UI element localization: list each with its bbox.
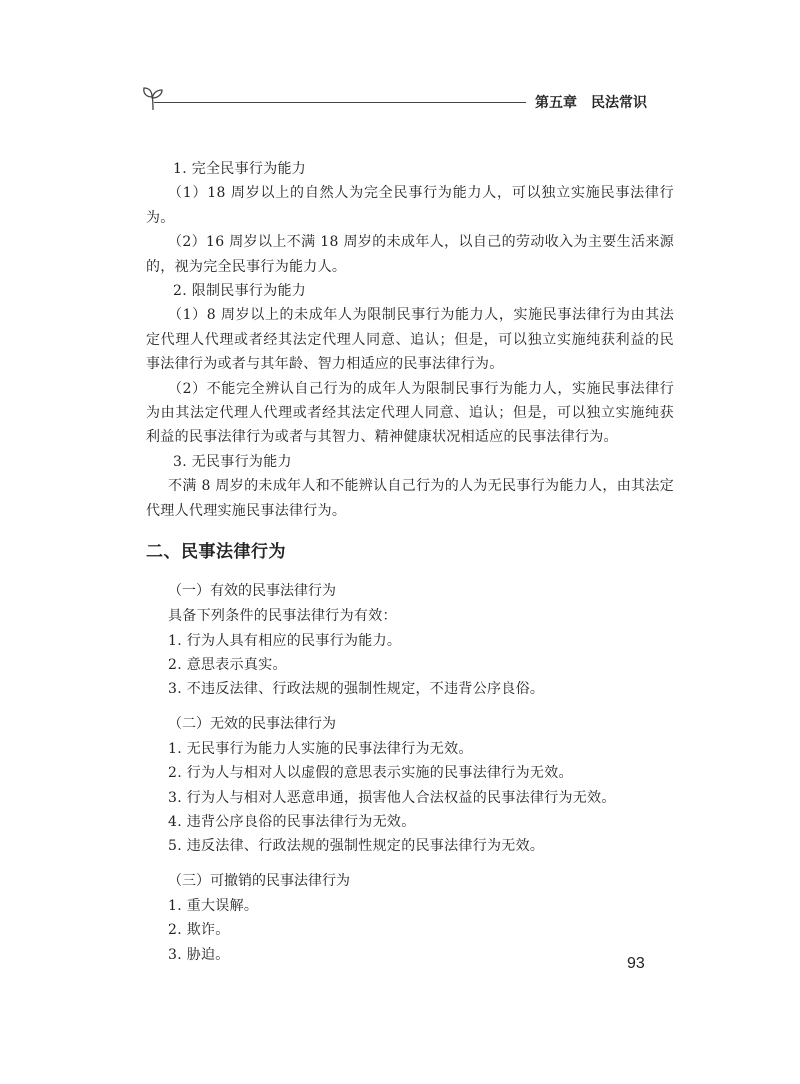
paragraph: （2）16 周岁以上不满 18 周岁的未成年人，以自己的劳动收入为主要生活来源的，视为完全民事行为能力人。	[146, 234, 674, 275]
paragraph: 不满 8 周岁的未成年人和不能辨认自己行为的人为无民事行为能力人，由其法定代理人代理实施民事法律行为。	[146, 478, 674, 519]
list-item: 3. 胁迫。	[168, 946, 230, 963]
header-rule	[154, 102, 526, 103]
list-item: 2. 欺诈。	[168, 922, 230, 939]
paragraph: （1）18 周岁以上的自然人为完全民事行为能力人，可以独立实施民事法律行为。	[146, 185, 674, 226]
running-header	[140, 82, 670, 122]
chapter-title: 第五章 民法常识	[535, 95, 647, 111]
section-title: 二、民事法律行为	[146, 542, 286, 563]
list-item: 5. 违反法律、行政法规的强制性规定的民事法律行为无效。	[168, 838, 545, 855]
paragraph: （2）不能完全辨认自己行为的成年人为限制民事行为能力人，实施民事法律行为由其法定代理人代理或者经其法定代理人同意、追认；但是，可以独立实施纯获利益的民事法律行为或者与其智力、精神健康状况相适应的民事法律行为。	[146, 380, 674, 446]
list-item: 1. 重大误解。	[168, 897, 259, 914]
list-item: 3. 不违反法律、行政法规的强制性规定，不违背公序良俗。	[168, 681, 545, 698]
paragraph: 具备下列条件的民事法律行为有效：	[168, 608, 397, 625]
list-item: 1. 无民事行为能力人实施的民事法律行为无效。	[168, 740, 473, 757]
subsection-heading-invalid: （二）无效的民事法律行为	[168, 715, 336, 732]
page-content	[146, 157, 674, 967]
subheading-limited-capacity: 2. 限制民事行为能力	[173, 283, 307, 300]
page-number: 93	[627, 955, 645, 972]
sprout-icon	[140, 82, 166, 112]
list-item: 1. 行为人具有相应的民事行为能力。	[168, 632, 402, 649]
list-item: 4. 违背公序良俗的民事法律行为无效。	[168, 813, 416, 830]
list-item: 2. 行为人与相对人以虚假的意思表示实施的民事法律行为无效。	[168, 765, 573, 782]
subheading-full-capacity: 1. 完全民事行为能力	[173, 161, 307, 177]
subsection-heading-valid: （一）有效的民事法律行为	[168, 583, 336, 600]
paragraph: （1）8 周岁以上的未成年人为限制民事行为能力人，实施民事法律行为由其法定代理人代理或者经其法定代理人同意、追认；但是，可以独立实施纯获利益的民事法律行为或者与其年龄、智力相适应的民事法律行为。	[146, 307, 674, 373]
subheading-no-capacity: 3. 无民事行为能力	[173, 453, 292, 470]
list-item: 3. 行为人与相对人恶意串通，损害他人合法权益的民事法律行为无效。	[168, 789, 616, 806]
list-item: 2. 意思表示真实。	[168, 656, 287, 673]
subsection-heading-revocable: （三）可撤销的民事法律行为	[168, 872, 350, 889]
